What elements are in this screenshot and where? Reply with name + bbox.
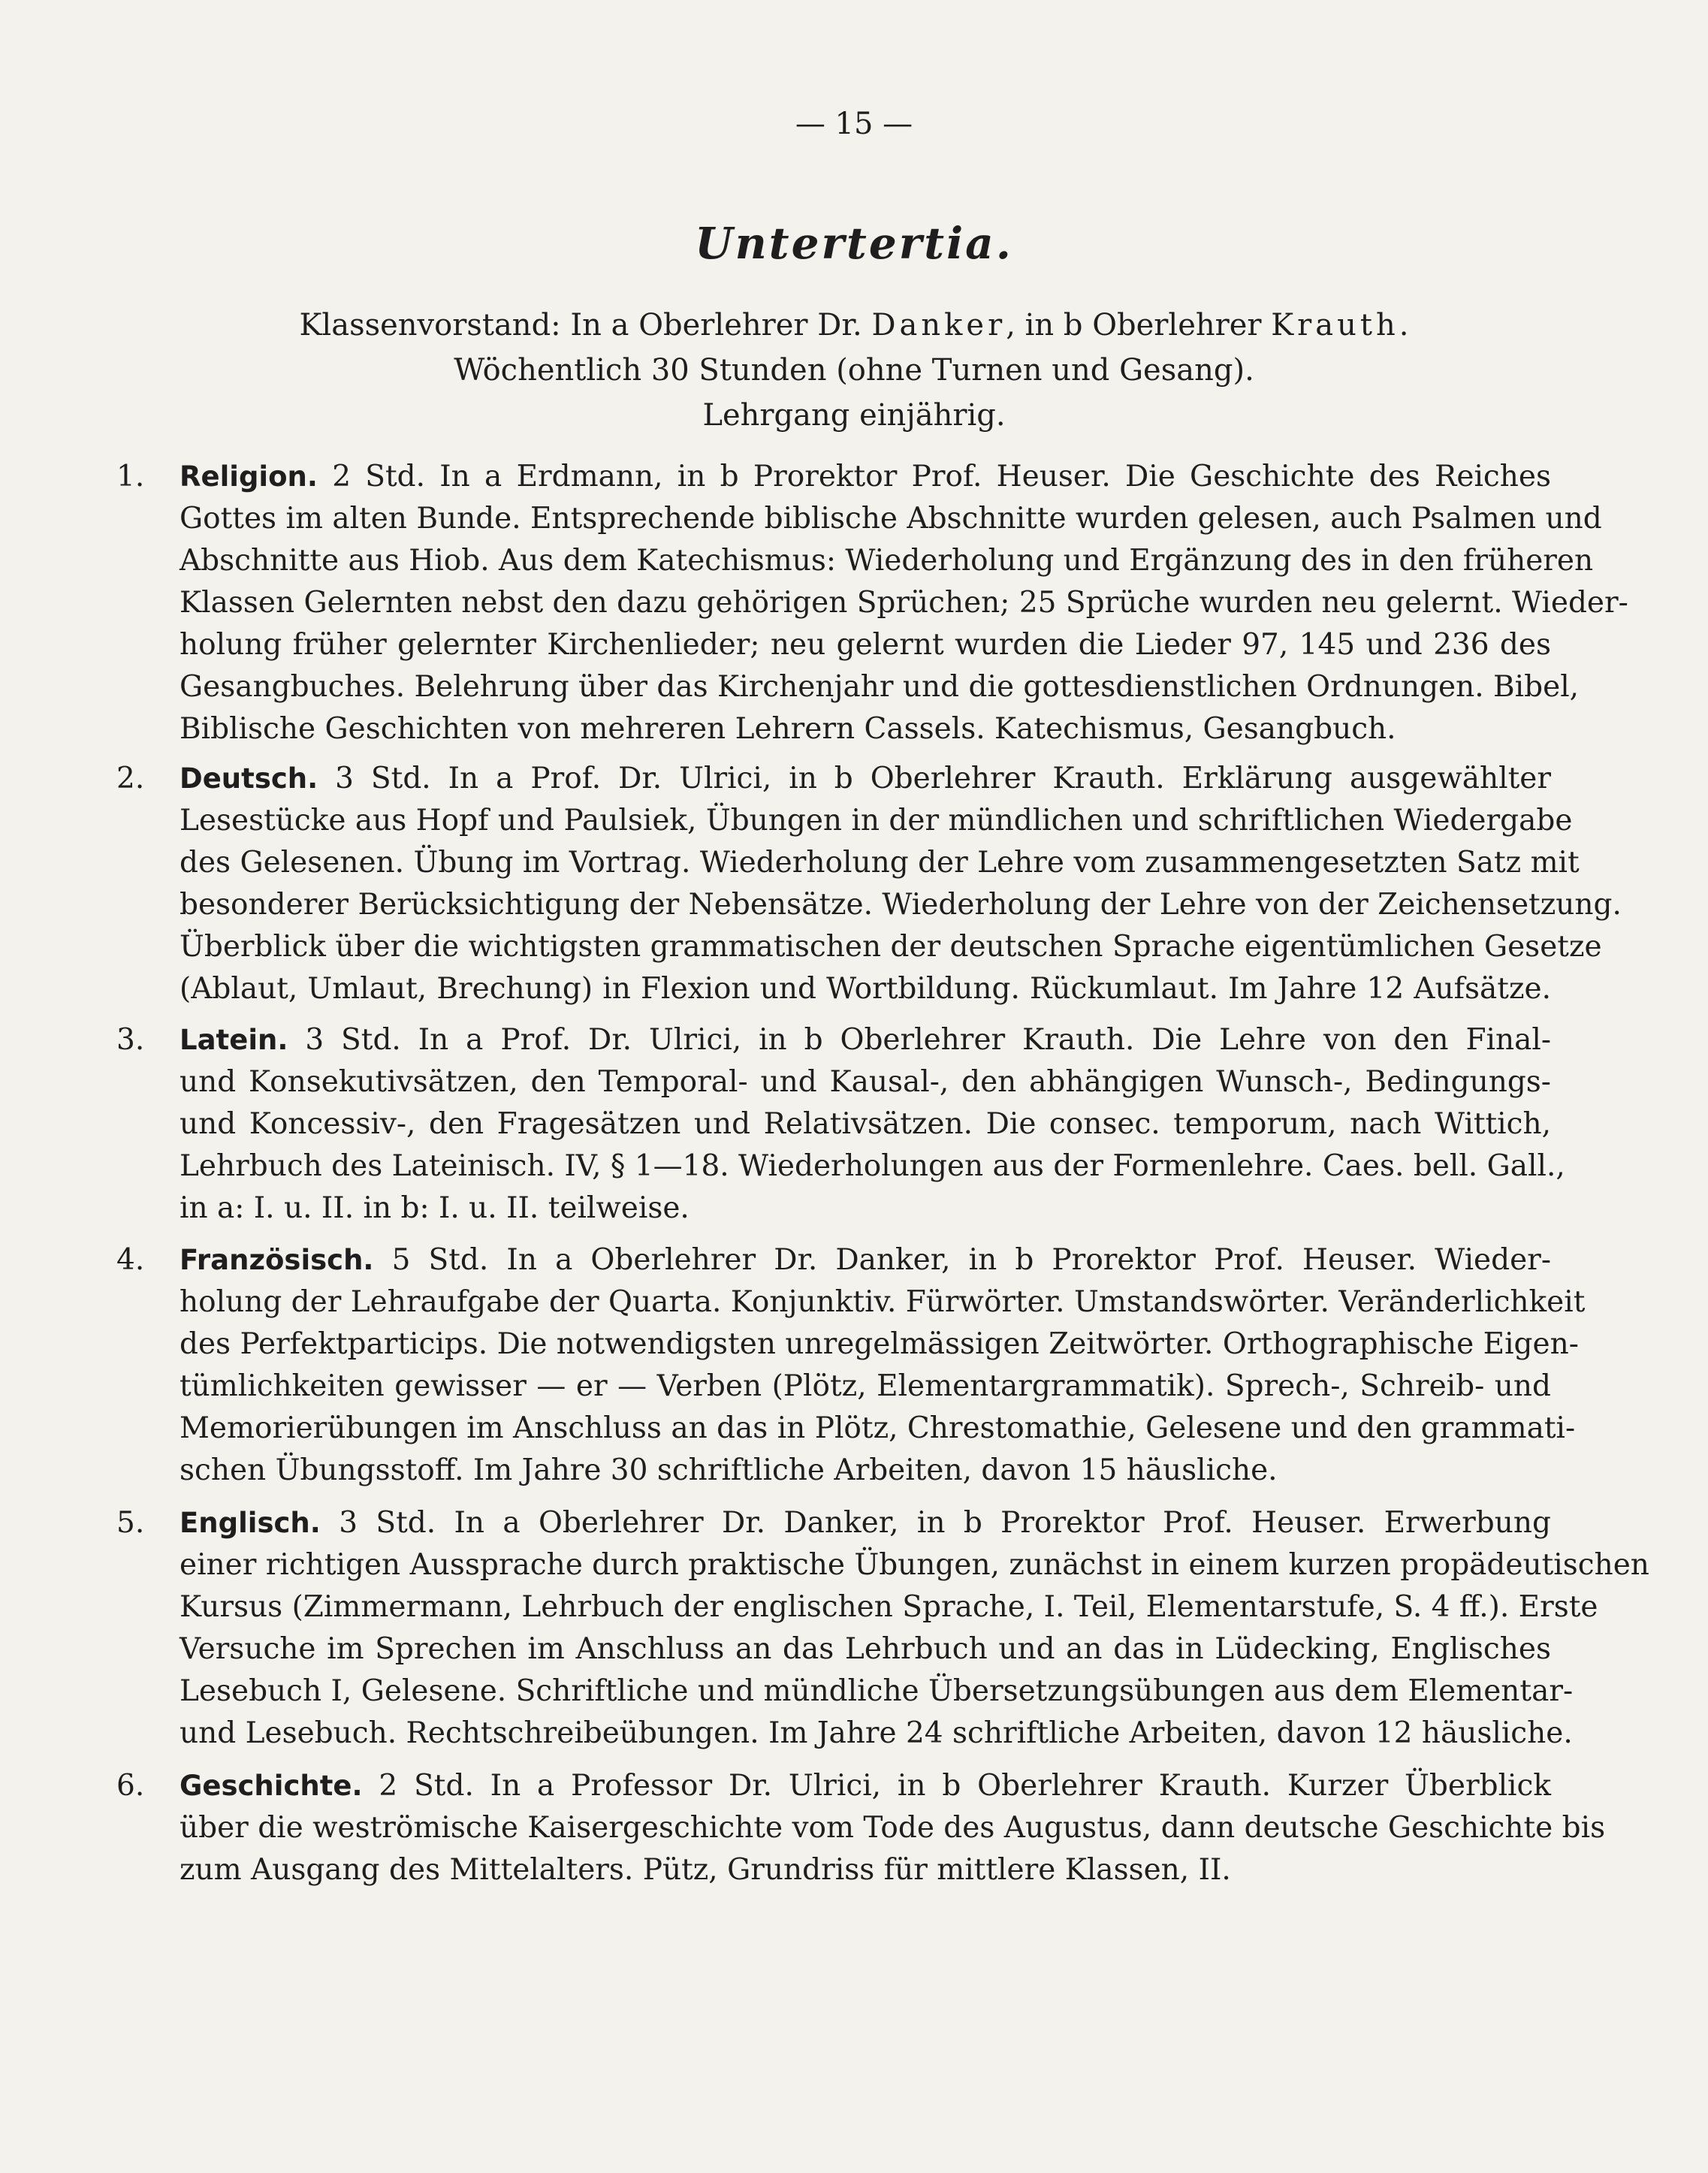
section-line: des Gelesenen. Übung im Vortrag. Wiederholung der Lehre vom zusammengesetzten Satz mit [180,846,1580,880]
section-line: über die weströmische Kaisergeschichte vom Tode des Augustus, dann deutsche Geschichte bis [180,1811,1606,1845]
section-deutsch [116,758,1622,1010]
section-line: tümlichkeiten gewisser — er — Verben (Plötz, Elementargrammatik). Sprech-, Schreib- und [180,1369,1551,1403]
section-number: 3. [116,1023,145,1057]
section-religion [116,456,1628,750]
teacher-b: Krauth [1271,308,1399,343]
section-number: 6. [116,1769,145,1803]
section-line: 3 Std. In a Prof. Dr. Ulrici, in b Oberlehrer Krauth. Erklärung ausgewählter [335,762,1551,795]
section-line: 3 Std. In a Oberlehrer Dr. Danker, in b Prorektor Prof. Heuser. Erwerbung [339,1506,1551,1540]
section-line: Lehrbuch des Lateinisch. IV, § 1—18. Wiederholungen aus der Formenlehre. Caes. bell. Gall., [180,1149,1565,1183]
section-subject: Französisch. [180,1244,374,1276]
section-line: holung der Lehraufgabe der Quarta. Konjunktiv. Fürwörter. Umstandswörter. Veränderlichkeit [180,1285,1586,1319]
course-duration-line: Lehrgang einjährig. [702,398,1006,433]
section-number: 1. [116,460,145,493]
section-subject: Religion. [180,460,318,493]
section-line: Kursus (Zimmermann, Lehrbuch der englischen Sprache, I. Teil, Elementarstufe, S. 4 ff.). Erste [180,1590,1598,1624]
section-line: und Konsekutivsätzen, den Temporal- und Kausal-, den abhängigen Wunsch-, Bedingungs- [180,1065,1551,1099]
section-line: und Koncessiv-, den Fragesätzen und Relativsätzen. Die consec. temporum, nach Wittich, [180,1107,1551,1141]
teacher-a: Danker [871,308,1006,343]
section-line: zum Ausgang des Mittelalters. Pütz, Grundriss für mittlere Klassen, II. [180,1853,1231,1887]
section-line: Gesangbuches. Belehrung über das Kirchenjahr und die gottesdienstlichen Ordnungen. Bibel, [180,670,1580,704]
section-line: Gottes im alten Bunde. Entsprechende biblische Abschnitte wurden gelesen, auch Psalmen und [180,502,1602,536]
section-line: Abschnitte aus Hiob. Aus dem Katechismus: Wiederholung und Ergänzung des in den früheren [180,544,1594,578]
class-teacher-end: . [1399,308,1409,343]
section-line: Biblische Geschichten von mehreren Lehrern Cassels. Katechismus, Gesangbuch. [180,712,1396,746]
section-latein [116,1019,1565,1230]
section-line: 2 Std. In a Erdmann, in b Prorektor Prof. Heuser. Die Geschichte des Reiches [332,460,1551,493]
section-line: holung früher gelernter Kirchenlieder; neu gelernt wurden die Lieder 97, 145 und 236 des [180,628,1551,662]
section-line: Lesebuch I, Gelesene. Schriftliche und mündliche Übersetzungsübungen aus dem Elementar- [180,1674,1574,1708]
section-line: Lesestücke aus Hopf und Paulsiek, Übungen in der mündlichen und schriftlichen Wiedergabe [180,804,1573,838]
section-number: 2. [116,762,145,795]
class-teacher-prefix: Klassenvorstand: In a Oberlehrer Dr. [299,308,862,343]
section-line: besonderer Berücksichtigung der Nebensätze. Wiederholung der Lehre von der Zeichensetzung. [180,888,1622,922]
section-line: (Ablaut, Umlaut, Brechung) in Flexion und Wortbildung. Rückumlaut. Im Jahre 12 Aufsätze. [180,972,1551,1006]
section-line: des Perfektparticips. Die notwendigsten unregelmässigen Zeitwörter. Orthographische Eigen- [180,1327,1579,1361]
section-line: einer richtigen Aussprache durch praktische Übungen, zunächst in einem kurzen propädeutischen [180,1548,1649,1582]
page-number: — 15 — [795,107,913,141]
section-subject: Latein. [180,1024,288,1056]
page-title: Untertertia. [695,218,1013,269]
section-number: 4. [116,1243,145,1277]
section-englisch [116,1502,1649,1755]
section-subject: Deutsch. [180,762,318,795]
section-line: in a: I. u. II. in b: I. u. II. teilweise. [180,1191,690,1225]
section-line: Klassen Gelernten nebst den dazu gehörigen Sprüchen; 25 Sprüche wurden neu gelernt. Wieder- [180,586,1628,620]
section-number: 5. [116,1506,145,1540]
section-line: Memorierübungen im Anschluss an das in Plötz, Chrestomathie, Gelesene und den grammati- [180,1411,1576,1445]
class-teacher-line [0,308,1708,343]
section-line: Überblick über die wichtigsten grammatischen der deutschen Sprache eigentümlichen Gesetze [180,930,1602,964]
section-line: 3 Std. In a Prof. Dr. Ulrici, in b Oberlehrer Krauth. Die Lehre von den Final- [305,1023,1551,1057]
section-geschichte [116,1765,1606,1891]
section-subject: Geschichte. [180,1770,363,1802]
section-franzoesisch [116,1239,1586,1492]
section-subject: Englisch. [180,1507,321,1539]
section-line: Versuche im Sprechen im Anschluss an das Lehrbuch und an das in Lüdecking, Englisches [180,1632,1551,1666]
section-line: und Lesebuch. Rechtschreibeübungen. Im Jahre 24 schriftliche Arbeiten, davon 12 häusliche. [180,1716,1573,1750]
section-line: 5 Std. In a Oberlehrer Dr. Danker, in b Prorektor Prof. Heuser. Wieder- [391,1243,1551,1277]
class-teacher-mid: , in b Oberlehrer [1006,308,1262,343]
section-line: 2 Std. In a Professor Dr. Ulrici, in b Oberlehrer Krauth. Kurzer Überblick [379,1769,1552,1803]
weekly-hours-line: Wöchentlich 30 Stunden (ohne Turnen und Gesang). [454,353,1254,388]
section-line: schen Übungsstoff. Im Jahre 30 schriftliche Arbeiten, davon 15 häusliche. [180,1453,1278,1487]
